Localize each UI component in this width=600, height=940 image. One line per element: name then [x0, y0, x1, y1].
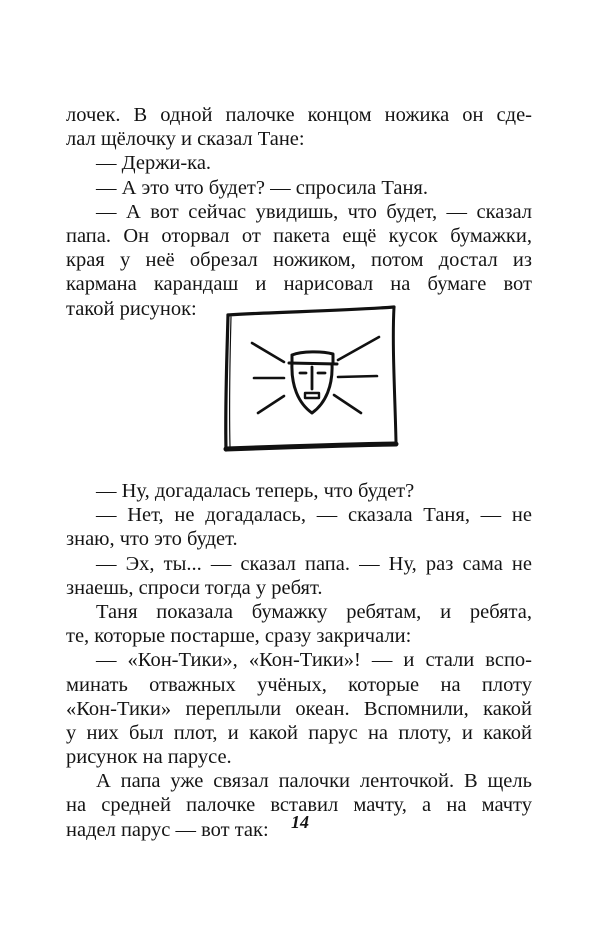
text-line: — А это что будет? — спросила Таня.	[96, 176, 428, 199]
text-line: те, которые постарше, сразу закричали:	[66, 625, 412, 648]
text-block-top	[66, 103, 532, 321]
text-line: у них был плот, и какой парус на плоту, и какой	[66, 721, 532, 744]
text-line: — Эх, ты... — сказал папа. — Ну, раз сама не	[96, 552, 532, 575]
text-line: А папа уже связал палочки ленточкой. В щель	[96, 770, 532, 793]
text-block-bottom	[66, 479, 532, 842]
text-line: лочек. В одной палочке концом ножика он сде-	[66, 104, 532, 126]
text-line: минать отважных учёных, которые на плоту	[66, 673, 532, 696]
text-line: знаю, что это будет.	[66, 528, 238, 551]
text-line: кармана карандаш и нарисовал на бумаге вот	[66, 273, 532, 296]
text-line: папа. Он оторвал от пакета ещё кусок бумажки,	[66, 224, 532, 247]
text-line: «Кон-Тики» переплыли океан. Вспомнили, какой	[66, 697, 532, 720]
text-line: — Ну, догадалась теперь, что будет?	[96, 480, 415, 502]
text-line: рисунок на парусе.	[66, 746, 232, 769]
text-line: лал щёлочку и сказал Тане:	[66, 128, 305, 151]
text-line: — Нет, не догадалась, — сказала Таня, — не	[96, 504, 532, 527]
text-line: Таня показала бумажку ребятам, и ребята,	[96, 600, 532, 623]
text-line: края у неё обрезал ножиком, потом достал из	[66, 249, 532, 272]
page-number: 14	[291, 812, 309, 832]
text-line: надел парус — вот так:	[66, 818, 269, 841]
text-line: на средней палочке вставил мачту, а на мачту	[66, 794, 532, 817]
text-line: такой рисунок:	[66, 297, 197, 320]
text-line: — Держи-ка.	[96, 152, 212, 175]
kon-tiki-sail-drawing-icon	[222, 305, 400, 455]
text-line: знаешь, спроси тогда у ребят.	[66, 576, 323, 599]
text-line: — А вот сейчас увидишь, что будет, — сказал	[96, 200, 532, 223]
text-line: — «Кон-Тики», «Кон-Тики»! — и стали вспо-	[96, 649, 532, 672]
